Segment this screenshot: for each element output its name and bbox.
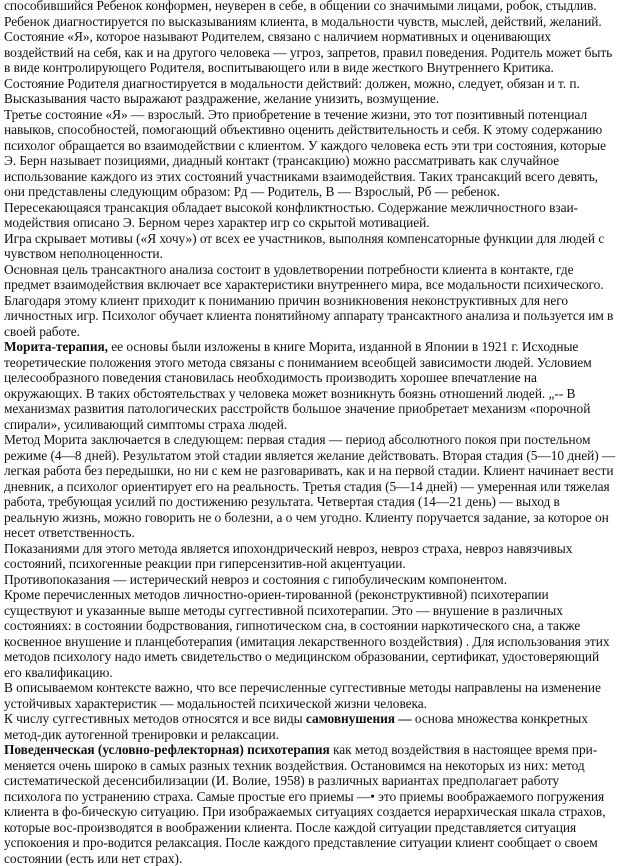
paragraph-self-suggestion [4,711,616,742]
paragraph-crossed-transaction [4,200,616,231]
paragraph-parent-state [4,29,616,76]
paragraph-child-conformity [4,0,616,14]
term-behavioral-therapy: Поведенческая (условно-рефлекторная) психотерапия [4,742,330,757]
paragraph-text: Состояние «Я», которое называют Родителем, связано с наличием нормативных и оценивающих воздействий на себя, как и на другого человека — угроз, запретов, правил поведения. Родитель может быть в виде контролирующего Родителя, воспитывающего или в виде жесткого Внутреннего Критика. [4,29,613,75]
paragraph-game-motives [4,231,616,262]
paragraph-text: Ребенок диагностируется по высказываниям клиента, в модальности чувств, мыслей, действий, желаний. [4,13,602,29]
paragraph-text: Показаниями для этого метода является ипохондрический невроз, невроз страха, невроз навязчивых состояний, психогенные реакции при гиперсензитив-ной акцентуации. [4,540,573,571]
paragraph-text: В описываемом контексте важно, что все перечисленные суггестивные методы направлены на изменение устойчивых характеристик — модальностей психической жизни человека. [4,680,601,711]
paragraph-adult-state [4,107,616,200]
paragraph-parent-statements [4,91,616,107]
paragraph-text: Кроме перечисленных методов личностно-ориен-тированной (реконструктивной) психотерапии существуют и указанные выше методы суггестивной психотерапии. Это — внушение в различных состояниях: в состоянии бодрствования, гипнотическом сна, в состоянии наркотического сна, а также косвенное внушение и планцеботерапия (имитация лекарственного воздействия) . Для использования этих методов психологу надо иметь свидетельство о медицинском образовании, сертификат, удостоверяющий его квалификацию. [4,587,610,680]
paragraph-text: ее основы были изложены в книге Морита, изданной в Японии в 1921 г. Исходные теоретические положения этого метода связаны с пониманием всеобщей зависимости людей. Условием целесообразного поведения становилась необходимость производить хорошее впечатление на окружающих. В таких обстоятельствах у человека может возникнуть боязнь отношений людей. „-- В механизмах развития патологических расстройств большое значение приобретает механизм «порочной спирали», усиливающий симптомы страха людей. [4,339,592,432]
paragraph-text: Метод Морита заключается в следующем: первая стадия — период абсолютного покоя при постельном режиме (4—8 дней). Результатом этой стадии является желание действовать. Вторая стадия (5—10 дней) — легкая работа без передышки, но ни с кем не разговаривать, как и на первой стадии. Клиент начинает вести дневник, а психолог ориентирует его на реальность. Третья стадия (5—14 дней) — умеренная или тяжелая работа, требующая усилий по достижению результата. Четвертая стадия (14—21 день) — выход в реальную жизнь, можно говорить не о болезни, а о чем угодно. Клиенту поручается задание, за которое он несет ответственность. [4,432,616,540]
paragraph-text: К числу суггестивных методов относятся и все виды [4,711,306,726]
paragraph-behavioral-therapy [4,742,616,866]
paragraph-child-diagnosis [4,14,616,30]
paragraph-text: основа множества конкретных метод-дик аутогенной тренировки и релаксации. [4,711,588,742]
paragraph-text: Противопоказания — истерический невроз и состояния с гипобулическим компонентом. [4,571,507,587]
paragraph-text: Третье состояние «Я» — взрослый. Это приобретение в течение жизни, это тот позитивный потенциал навыков, способностей, помогающий объективно оценить действительность и себя. К этому содержанию психолог обращается во взаимодействии с клиентом. У каждого человека есть эти три состояния, которые Э. Берн называет позициями, диадный контакт (трансакцию) можно рассматривать как случайное использование каждого из этих состояний участниками взаимодействия. Таких трансакций всего девять, они представлены следующим образом: Рд — Родитель, В — Взрослый, Рб — ребенок. [4,106,607,199]
paragraph-transactional-goal [4,262,616,340]
paragraph-indications [4,541,616,572]
paragraph-text: Состояние Родителя диагностируется в модальности действий: должен, можно, следует, обязан и т. п. [4,75,580,91]
term-morita-therapy: Морита-терапия, [4,339,108,354]
paragraph-morita-therapy [4,339,616,432]
paragraph-morita-method [4,432,616,541]
paragraph-contraindications [4,572,616,588]
paragraph-suggestive-context [4,680,616,711]
paragraph-text: Высказывания часто выражают раздражение, желание унизить, возмущение. [4,91,440,106]
paragraph-text: Пересекающаяся трансакция обладает высокой конфликтностью. Содержание межличностного взаи-модействия описано Э. Берном через характер игр со скрытой мотивацией. [4,199,579,230]
term-self-suggestion: самовнушения — [305,711,412,726]
paragraph-parent-diagnosis [4,76,616,92]
paragraph-suggestive-methods [4,587,616,680]
paragraph-text: Основная цель трансактного анализа состоит в удовлетворении потребности клиента в контакте, где предмет взаимодействия включает все характеристики внутреннего мира, все модальности психического. Благодаря этому клиент приходит к пониманию причин возникновения неконструктивных для него личностных игр. Психолог обучает клиента понятийному аппарату трансактного анализа и пользуется им в своей работе. [4,261,614,339]
paragraph-text: способившийся Ребенок конформен, неуверен в себе, в общении со значимыми лицами, робок, стыдлив. [4,0,597,13]
paragraph-text: Игра скрывает мотивы («Я хочу») от всех ее участников, выполняя компенсаторные функции для людей с чувством неполноценности. [4,230,605,261]
paragraph-text: как метод воздействия в настоящее время при-меняется очень широко в самых разных техник воздействия. Остановимся на некоторых из них: метод систематической десенсибилизации (И. Волие, 1958) в различных вариантах предполагает работу психолога по устранению страха. Самые простые его приемы —• это приемы воображаемого погружения клиента в фо-бическую ситуацию. При изображаемых ситуациях создается иерархическая шкала страхов, которые вос-производятся в воображении клиента. После каждой ситуации представляется ситуация успокоения и про-водится релаксация. После каждого представление ситуации клиент сообщает о своем состоянии (есть или нет страх). [4,742,606,866]
